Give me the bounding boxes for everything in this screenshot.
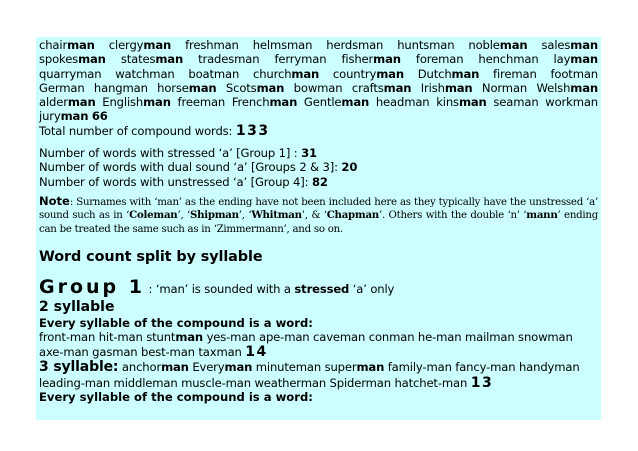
text-fragment: sales — [527, 38, 571, 52]
bold-fragment: man — [256, 80, 285, 95]
text-fragment: states — [105, 52, 156, 67]
compound-word: jury — [39, 109, 61, 124]
text-fragment: headman kins — [369, 95, 459, 110]
compound-line — [39, 95, 598, 109]
group-desc-end: ‘a’ only — [349, 282, 395, 297]
text-fragment: front-man hit-man stunt — [39, 330, 176, 345]
stat-value: 82 — [311, 174, 328, 189]
stat-label: Number of words with unstressed ‘a’ [Group 4]: — [39, 174, 309, 189]
text-fragment: minuteman super — [252, 360, 357, 375]
text-fragment: freeman French — [170, 95, 270, 110]
three-syllable-subheading: Every syllable of the compound is a word: — [39, 390, 313, 405]
text-fragment: Irish — [411, 80, 445, 95]
three-syllable-heading: 3 syllable: — [39, 359, 119, 376]
bold-fragment: man — [224, 360, 253, 375]
total-line — [39, 124, 598, 138]
text-fragment: Every — [188, 360, 225, 375]
bold-fragment: man — [269, 95, 298, 110]
bold-fragment: man — [376, 66, 404, 81]
bold-fragment: man — [67, 38, 95, 52]
text-fragment: Gentle — [297, 95, 342, 110]
bold-fragment: Whitman — [251, 209, 302, 222]
bold-fragment: man — [188, 80, 217, 95]
text-fragment: ’, & ‘ — [301, 210, 327, 222]
text-fragment: ’. Others with the double ‘n’ ‘ — [378, 210, 527, 222]
group-desc: : ‘man’ is sounded with a — [148, 282, 295, 297]
text-fragment: yes-man ape-man caveman conman he-man mailman snowman — [203, 330, 573, 345]
compound-word-list — [39, 38, 598, 109]
compound-suffix: man — [60, 109, 89, 124]
stat-value: 20 — [341, 160, 358, 175]
bold-fragment: man — [356, 360, 385, 375]
bold-fragment: Shipman — [189, 209, 239, 222]
stat-line-stressed — [39, 146, 598, 160]
bold-fragment: man — [373, 52, 401, 67]
bold-fragment: Coleman — [129, 209, 178, 222]
two-syllable-line-1 — [39, 330, 598, 344]
two-syllable-subheading: Every syllable of the compound is a word: — [39, 316, 313, 331]
text-fragment: alder — [39, 95, 68, 110]
text-fragment: Dutch — [403, 66, 452, 81]
text-fragment: country — [319, 66, 377, 81]
text-fragment: fireman footman — [479, 66, 598, 81]
text-fragment: ’, ‘ — [177, 210, 190, 222]
total-label: Total number of compound words: — [39, 123, 233, 138]
three-syllable-line-1 — [39, 359, 598, 376]
bold-fragment: man — [78, 52, 106, 67]
total-value: 133 — [235, 122, 270, 139]
stat-value: 31 — [301, 146, 317, 161]
stat-label: Number of words with dual sound ‘a’ [Groups 2 & 3]: — [39, 160, 338, 175]
stat-label: Number of words with stressed ‘a’ [Group 1] : — [39, 146, 298, 161]
note-paragraph — [39, 195, 598, 237]
compound-line — [39, 52, 598, 66]
stat-line-dual — [39, 160, 598, 174]
bold-fragment: man — [458, 95, 487, 110]
text-fragment: freshman helmsman herdsman huntsman noble — [171, 38, 500, 52]
text-fragment: English — [95, 95, 144, 110]
bold-fragment: man — [155, 52, 184, 67]
bold-fragment: man — [341, 95, 370, 110]
group-title: Group 1 — [39, 276, 145, 299]
group-desc-bold: stressed — [294, 282, 350, 297]
text-fragment: leading-man middleman muscle-man weatherman Spiderman hatchet-man — [39, 376, 468, 391]
bold-fragment: man — [67, 95, 96, 110]
two-syllable-line-2 — [39, 345, 598, 359]
text-fragment: clergy — [94, 38, 144, 52]
group1-line — [39, 277, 598, 299]
compound-line — [39, 38, 598, 52]
two-syllable-count: 14 — [245, 343, 268, 360]
text-fragment: German hangman horse — [39, 80, 189, 95]
bold-fragment: man — [444, 80, 473, 95]
compound-line — [39, 67, 598, 81]
text-fragment: axe-man gasman best-man taxman — [39, 344, 242, 359]
text-fragment: quarryman watchman boatman church — [39, 66, 292, 81]
bold-fragment: mann — [526, 209, 558, 222]
compound-count: 66 — [91, 109, 108, 124]
compound-line-last — [39, 109, 598, 123]
text-fragment: family-man fancy-man handyman — [384, 360, 580, 375]
three-syllable-line-2 — [39, 376, 598, 390]
three-syllable-count: 13 — [470, 375, 494, 392]
bold-fragment: man — [570, 52, 599, 67]
bold-fragment: man — [161, 360, 189, 375]
compound-line — [39, 81, 598, 95]
bold-fragment: man — [143, 95, 171, 110]
bold-fragment: man — [143, 38, 172, 52]
text-fragment: chair — [39, 38, 68, 52]
text-fragment: seaman workman — [486, 95, 599, 110]
text-fragment: foreman henchman lay — [400, 52, 571, 67]
section-heading: Word count split by syllable — [39, 249, 263, 266]
text-fragment: ’ ending can be treated the same such as in ‘Zimmermann’, and so on. — [39, 210, 598, 235]
page-content — [36, 37, 601, 404]
bold-fragment: man — [383, 80, 412, 95]
bold-fragment: man — [570, 80, 598, 95]
bold-fragment: man — [175, 330, 204, 345]
text-fragment: bowman crafts — [284, 80, 384, 95]
stat-line-unstressed — [39, 175, 598, 189]
bold-fragment: man — [451, 66, 480, 81]
text-fragment: Norman Welsh — [472, 80, 571, 95]
two-syllable-heading: 2 syllable — [39, 299, 115, 316]
text-fragment: Scots — [216, 80, 257, 95]
note-label: Note — [39, 193, 70, 208]
text-fragment: anchor — [118, 360, 162, 375]
text-fragment: ’, ‘ — [238, 210, 252, 222]
bold-fragment: man — [499, 38, 528, 52]
bold-fragment: man — [291, 66, 320, 81]
text-fragment: : Surnames with ‘man’ as the ending have not been included here as they typically have the unstressed ‘a’ sound such as in ‘ — [39, 196, 598, 222]
text-fragment: tradesman ferryman fisher — [183, 52, 374, 67]
bold-fragment: Chapman — [326, 209, 379, 222]
text-fragment: spokes — [39, 52, 79, 67]
document-page — [36, 37, 601, 420]
bold-fragment: man — [570, 38, 598, 52]
